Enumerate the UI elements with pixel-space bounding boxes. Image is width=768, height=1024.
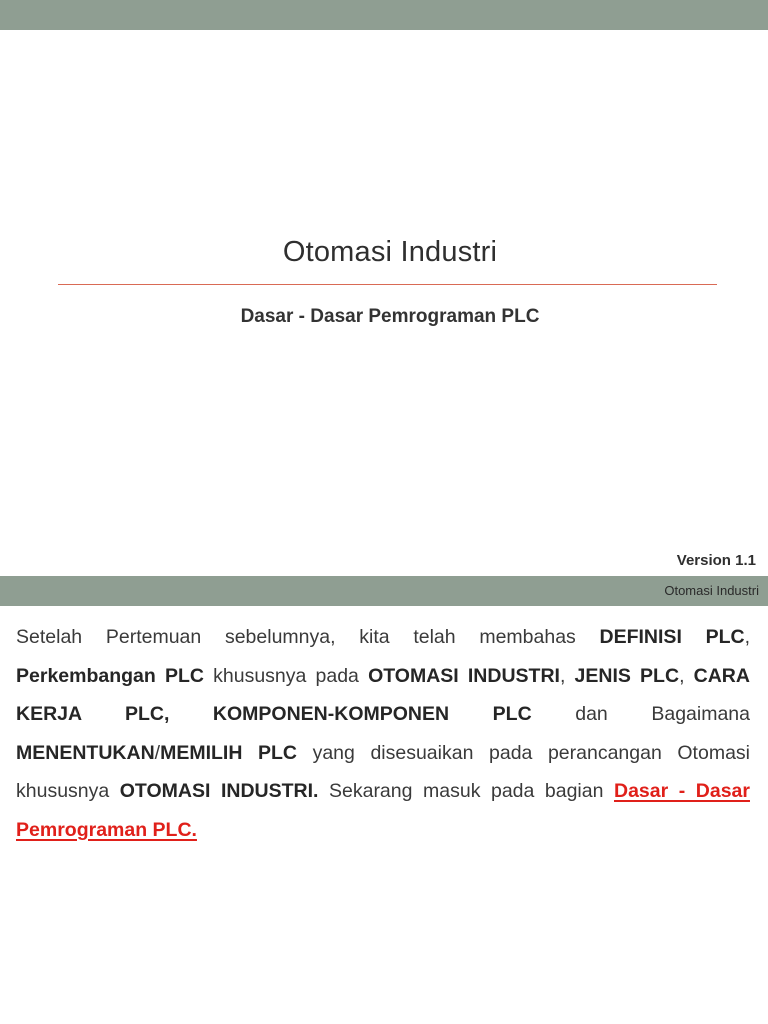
text-run-bold: OTOMASI INDUSTRI bbox=[368, 664, 560, 687]
text-run-bold: JENIS PLC bbox=[574, 664, 680, 687]
text-run-bold: CARA KERJA PLC, KOMPONEN-KOMPONEN PLC bbox=[16, 664, 750, 725]
title-divider bbox=[58, 284, 717, 285]
content-slide bbox=[0, 606, 768, 1024]
text-run-bold: DEFINISI PLC bbox=[599, 626, 745, 648]
slide-title: Otomasi Industri bbox=[282, 236, 498, 268]
text-run: , bbox=[679, 664, 694, 687]
text-run-bold: Perkembangan PLC bbox=[16, 664, 204, 687]
title-slide bbox=[0, 30, 768, 576]
text-run-bold: OTOMASI INDUSTRI. bbox=[119, 780, 319, 802]
text-run-bold: MENENTUKAN bbox=[16, 741, 155, 764]
text-run: yang disesuaikan pada perancangan Otomasi khususnya bbox=[16, 741, 750, 802]
text-run-bold: MEMILIH PLC bbox=[160, 741, 297, 764]
slide-subtitle: Dasar - Dasar Pemrograman PLC bbox=[240, 306, 540, 327]
text-run: Setelah Pertemuan sebelumnya, kita telah membahas bbox=[16, 626, 600, 648]
body-paragraph bbox=[16, 618, 750, 849]
slide-header-label: Otomasi Industri bbox=[664, 583, 759, 598]
text-run: , bbox=[744, 626, 751, 648]
slide-header-bar bbox=[0, 0, 768, 30]
text-run: Sekarang masuk pada bagian bbox=[318, 780, 614, 802]
text-run: / bbox=[154, 741, 161, 764]
text-run: dan Bagaimana bbox=[531, 703, 750, 725]
version-label: Version 1.1 bbox=[676, 552, 756, 569]
text-run: khususnya pada bbox=[203, 664, 369, 687]
text-run: , bbox=[559, 664, 575, 687]
slide-header-bar-2 bbox=[0, 576, 768, 606]
topic-link[interactable]: Dasar - Dasar Pemrograman PLC. bbox=[16, 780, 750, 841]
